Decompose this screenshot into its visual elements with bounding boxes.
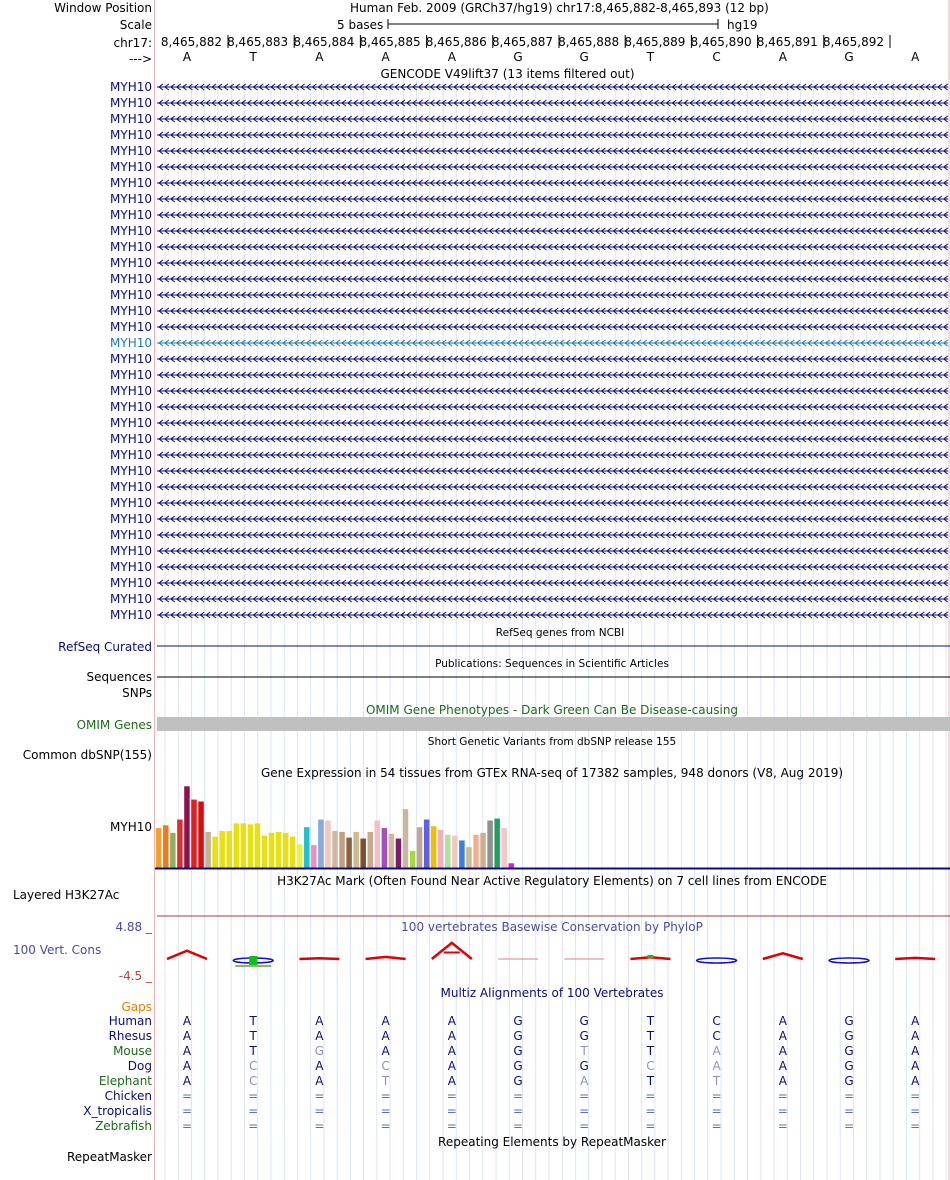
base-letter: A	[778, 50, 787, 64]
gtex-tissue-bar	[339, 832, 345, 868]
phylop-positive-mark	[299, 958, 339, 959]
alignment-base: A	[911, 1029, 920, 1043]
alignment-base: =	[843, 1089, 855, 1103]
species-label[interactable]: Human	[108, 1014, 152, 1028]
gtex-tissue-bar	[170, 833, 176, 868]
gencode-gene-line	[157, 212, 948, 218]
gtex-tissue-bar	[248, 824, 254, 868]
alignment-base: =	[579, 1104, 590, 1118]
gtex-tissue-bar	[234, 823, 240, 868]
gencode-gene-line	[157, 244, 948, 250]
alignment-base: C	[646, 1059, 655, 1073]
alignment-base: G	[513, 1044, 523, 1058]
alignment-base: T	[580, 1044, 588, 1058]
gencode-gene-label[interactable]: MYH10	[110, 224, 152, 238]
repeatmasker-title: Repeating Elements by RepeatMasker	[438, 1135, 666, 1149]
gencode-gene-label[interactable]: MYH10	[110, 304, 152, 318]
gencode-gene-label[interactable]: MYH10	[110, 464, 152, 478]
gtex-tissue-bar	[177, 820, 183, 868]
alignment-base: A	[182, 1074, 192, 1088]
alignment-base: A	[911, 1014, 920, 1028]
gencode-gene-label[interactable]: MYH10	[110, 240, 152, 254]
base-letter: A	[315, 50, 324, 64]
alignment-base: =	[181, 1089, 193, 1103]
alignment-base: =	[512, 1089, 524, 1103]
alignment-base: =	[711, 1104, 722, 1118]
assembly-label: hg19	[727, 18, 758, 32]
gencode-gene-line	[157, 276, 948, 282]
alignment-base: C	[249, 1074, 258, 1088]
gtex-tissue-bar	[205, 832, 211, 868]
alignment-base: =	[314, 1104, 325, 1118]
gencode-gene-line	[157, 340, 948, 346]
gtex-tissue-bar	[466, 847, 472, 868]
alignment-base: A	[315, 1074, 324, 1088]
alignment-base: =	[380, 1089, 391, 1103]
alignment-base: =	[910, 1089, 921, 1103]
species-label[interactable]: X_tropicalis	[83, 1104, 152, 1118]
species-label[interactable]: Rhesus	[108, 1029, 152, 1043]
gencode-gene-label[interactable]: MYH10	[110, 144, 152, 158]
alignment-base: =	[645, 1119, 656, 1133]
gtex-tissue-bar	[487, 821, 493, 869]
base-letter: A	[381, 50, 390, 64]
gencode-gene-label[interactable]: MYH10	[110, 512, 152, 526]
alignment-base: A	[381, 1029, 390, 1043]
gtex-tissue-bar	[396, 839, 402, 868]
alignment-base: A	[315, 1059, 324, 1073]
alignment-base: =	[512, 1104, 524, 1118]
gencode-gene-line	[157, 564, 948, 570]
alignment-base: T	[381, 1074, 390, 1088]
gtex-title: Gene Expression in 54 tissues from GTEx RNA-seq of 17382 samples, 948 donors (V8, Aug 2019)	[260, 766, 844, 780]
gencode-gene-line	[157, 164, 948, 170]
alignment-base: A	[778, 1059, 787, 1073]
tracks-canvas	[155, 0, 950, 1180]
gencode-gene-label[interactable]: MYH10	[110, 384, 152, 398]
alignment-base: C	[381, 1059, 390, 1073]
gencode-gene-line	[157, 148, 948, 154]
alignment-base: G	[844, 1044, 854, 1058]
gaps-label: Gaps	[121, 1000, 152, 1014]
alignment-base: =	[380, 1104, 391, 1118]
gtex-tissue-bar	[241, 823, 247, 868]
gencode-gene-line	[157, 292, 948, 298]
alignment-base: G	[579, 1059, 589, 1073]
gencode-gene-label[interactable]: MYH10	[110, 288, 152, 302]
alignment-base: =	[380, 1119, 391, 1133]
gencode-title: GENCODE V49lift37 (13 items filtered out)	[380, 67, 635, 81]
alignment-base: C	[249, 1059, 258, 1073]
alignment-base: =	[579, 1089, 590, 1103]
phylop-highlight-mark	[647, 955, 653, 958]
alignment-base: =	[645, 1089, 656, 1103]
alignment-base: =	[910, 1119, 921, 1133]
alignment-base: =	[248, 1104, 259, 1118]
gencode-gene-line	[157, 388, 948, 394]
coordinate-label: 8,465,884	[293, 35, 355, 49]
gtex-tissue-bar	[156, 828, 162, 868]
omim-genes-label[interactable]: OMIM Genes	[76, 718, 152, 732]
gtex-tissue-bar	[191, 800, 197, 868]
alignment-base: A	[712, 1059, 721, 1073]
alignment-base: =	[910, 1104, 921, 1118]
gencode-gene-label[interactable]: MYH10	[110, 176, 152, 190]
alignment-base: A	[381, 1014, 390, 1028]
gencode-gene-line	[157, 228, 948, 234]
gtex-tissue-bar	[325, 821, 331, 869]
coordinate-label: 8,465,890	[690, 35, 752, 49]
gencode-gene-label[interactable]: MYH10	[110, 112, 152, 126]
gtex-tissue-bar	[494, 819, 500, 868]
refseq-title: RefSeq genes from NCBI	[495, 627, 625, 639]
conservation-title: 100 vertebrates Basewise Conservation by PhyloP	[401, 920, 703, 934]
species-label[interactable]: Dog	[127, 1059, 152, 1073]
gencode-gene-label[interactable]: MYH10	[110, 576, 152, 590]
gencode-gene-label[interactable]: MYH10	[110, 96, 152, 110]
base-letter: T	[646, 50, 655, 64]
alignment-base: =	[314, 1119, 325, 1133]
refseq-curated-label[interactable]: RefSeq Curated	[58, 640, 152, 654]
alignment-base: T	[646, 1044, 655, 1058]
gencode-gene-label[interactable]: MYH10	[110, 592, 152, 606]
alignment-base: A	[381, 1044, 390, 1058]
gencode-gene-label[interactable]: MYH10	[110, 496, 152, 510]
gtex-tissue-bar	[375, 821, 381, 869]
gencode-gene-line	[157, 500, 948, 506]
alignment-base: A	[778, 1044, 787, 1058]
alignment-base: A	[911, 1044, 920, 1058]
gtex-tissue-bar	[473, 835, 479, 868]
gtex-tissue-bar	[389, 834, 395, 868]
gencode-gene-line	[157, 532, 948, 538]
conservation-plot	[167, 943, 935, 966]
base-letter: G	[844, 50, 854, 64]
gencode-gene-line	[157, 116, 948, 122]
gtex-tissue-bar	[410, 851, 416, 868]
base-letter: A	[447, 50, 456, 64]
gencode-gene-label[interactable]: MYH10	[110, 352, 152, 366]
gtex-tissue-bar	[318, 820, 324, 868]
alignment-base: =	[711, 1089, 722, 1103]
h3k27ac-title: H3K27Ac Mark (Often Found Near Active Regulatory Elements) on 7 cell lines from ENCODE	[277, 874, 827, 888]
gtex-tissue-bar	[353, 832, 359, 868]
phylop-negative-mark	[829, 958, 869, 963]
alignment-base: A	[712, 1044, 721, 1058]
gtex-tissue-bar	[269, 833, 275, 868]
gtex-tissue-bar	[304, 827, 310, 868]
coordinate-label: 8,465,891	[756, 35, 818, 49]
species-label[interactable]: Chicken	[104, 1089, 152, 1103]
alignment-base: G	[844, 1029, 854, 1043]
gtex-tissue-bar	[459, 840, 465, 868]
gtex-tissue-bar	[198, 802, 204, 869]
alignment-base: G	[844, 1074, 854, 1088]
alignment-base: A	[911, 1059, 920, 1073]
coordinate-label: 8,465,885	[359, 35, 421, 49]
gencode-gene-label[interactable]: MYH10	[110, 160, 152, 174]
gtex-tissue-bar	[276, 832, 282, 868]
publications-snps-label[interactable]: SNPs	[122, 686, 152, 700]
coordinate-label: 8,465,889	[624, 35, 686, 49]
strand-label: --->	[128, 52, 152, 66]
alignment-base: =	[314, 1089, 325, 1103]
conservation-track-label[interactable]: 100 Vert. Cons	[13, 943, 102, 957]
alignment-base: A	[182, 1044, 192, 1058]
alignment-base: G	[844, 1059, 854, 1073]
alignment-base: C	[712, 1014, 721, 1028]
gencode-gene-label[interactable]: MYH10	[110, 544, 152, 558]
phylop-positive-mark	[167, 951, 207, 959]
alignment-base: G	[513, 1029, 523, 1043]
base-letter: G	[579, 50, 589, 64]
gencode-gene-label[interactable]: MYH10	[110, 448, 152, 462]
position-title: Human Feb. 2009 (GRCh37/hg19) chr17:8,465,882-8,465,893 (12 bp)	[350, 1, 769, 15]
gtex-tissue-bar	[360, 839, 366, 868]
alignment-base: =	[843, 1119, 855, 1133]
gencode-gene-label[interactable]: MYH10	[110, 432, 152, 446]
alignment-base: A	[447, 1014, 456, 1028]
base-letter: G	[513, 50, 523, 64]
gencode-gene-line	[157, 84, 948, 90]
alignment-base: =	[446, 1119, 457, 1133]
alignment-base: A	[580, 1074, 589, 1088]
gtex-tissue-bar	[227, 831, 233, 868]
alignment-base: G	[513, 1059, 523, 1073]
species-label[interactable]: Mouse	[113, 1044, 152, 1058]
gencode-gene-label[interactable]: MYH10	[110, 336, 152, 350]
alignment-base: G	[579, 1014, 589, 1028]
coordinate-label: 8,465,883	[227, 35, 289, 49]
gtex-tissue-bar	[438, 830, 444, 868]
gencode-gene-label[interactable]: MYH10	[110, 480, 152, 494]
alignment-base: G	[579, 1029, 589, 1043]
species-label[interactable]: Zebrafish	[95, 1119, 152, 1133]
alignment-base: C	[712, 1029, 721, 1043]
alignment-base: A	[447, 1074, 456, 1088]
gencode-gene-line	[157, 132, 948, 138]
gencode-gene-line	[157, 404, 948, 410]
gencode-gene-label[interactable]: MYH10	[110, 416, 152, 430]
alignment-base: G	[314, 1044, 325, 1058]
alignment-base: =	[711, 1119, 722, 1133]
gencode-gene-line	[157, 436, 948, 442]
gtex-tissue-bar	[509, 863, 515, 868]
gencode-gene-label[interactable]: MYH10	[110, 400, 152, 414]
alignment-base: =	[248, 1089, 259, 1103]
alignment-base: A	[778, 1074, 787, 1088]
gtex-tissue-bar	[219, 831, 225, 868]
alignment-base: T	[646, 1029, 655, 1043]
gencode-gene-line	[157, 308, 948, 314]
gtex-gene-label[interactable]: MYH10	[110, 820, 152, 834]
conservation-ymin-label: -4.5 _	[118, 969, 152, 983]
gtex-tissue-bar	[212, 837, 218, 868]
gencode-gene-label[interactable]: MYH10	[110, 256, 152, 270]
gtex-tissue-bar	[368, 832, 374, 868]
base-letter: T	[249, 50, 257, 64]
coordinate-label: 8,465,888	[558, 35, 620, 49]
alignment-base: G	[513, 1014, 523, 1028]
alignment-base: A	[182, 1059, 192, 1073]
repeatmasker-label[interactable]: RepeatMasker	[66, 1150, 152, 1164]
gtex-tissue-bar	[332, 831, 338, 868]
coordinate-label: 8,465,882	[160, 35, 222, 49]
gencode-gene-label[interactable]: MYH10	[110, 320, 152, 334]
gtex-bars	[156, 786, 514, 868]
gencode-gene-line	[157, 484, 948, 490]
publications-title: Publications: Sequences in Scientific Articles	[435, 658, 669, 670]
gtex-tissue-bar	[431, 826, 437, 868]
gencode-gene-label[interactable]: MYH10	[110, 368, 152, 382]
alignment-base: A	[778, 1014, 787, 1028]
gencode-gene-line	[157, 548, 948, 554]
alignment-base: =	[843, 1104, 855, 1118]
gencode-gene-line	[157, 180, 948, 186]
alignment-base: T	[249, 1044, 257, 1058]
base-letter: A	[182, 50, 192, 64]
multiz-title: Multiz Alignments of 100 Vertebrates	[440, 986, 664, 1000]
alignment-base: A	[447, 1059, 456, 1073]
gtex-tissue-bar	[417, 827, 423, 868]
gencode-gene-label[interactable]: MYH10	[110, 128, 152, 142]
gencode-gene-label[interactable]: MYH10	[110, 208, 152, 222]
gtex-tissue-bar	[480, 833, 486, 868]
gtex-tissue-bar	[290, 837, 296, 868]
window-position-label: Window Position	[54, 1, 152, 15]
gencode-gene-label[interactable]: MYH10	[110, 192, 152, 206]
gtex-tissue-bar	[452, 836, 458, 868]
phylop-negative-mark	[697, 958, 737, 963]
chrom-label: chr17:	[113, 36, 152, 50]
alignment-base: A	[315, 1014, 324, 1028]
gtex-tissue-bar	[184, 786, 190, 868]
alignment-base: =	[579, 1119, 590, 1133]
alignment-base: T	[646, 1014, 655, 1028]
dbsnp-title: Short Genetic Variants from dbSNP release 155	[427, 736, 677, 748]
alignment-base: A	[315, 1029, 324, 1043]
gtex-tissue-bar	[424, 820, 430, 868]
base-letter: C	[712, 50, 721, 64]
gtex-tissue-bar	[403, 809, 409, 868]
gtex-tissue-bar	[346, 838, 352, 868]
coordinate-label: 8,465,887	[491, 35, 553, 49]
gencode-gene-line	[157, 324, 948, 330]
publications-sequences-label[interactable]: Sequences	[86, 670, 152, 684]
phylop-positive-mark	[763, 953, 803, 959]
alignment-base: T	[712, 1074, 721, 1088]
alignment-base: T	[646, 1074, 655, 1088]
gencode-gene-line	[157, 516, 948, 522]
gtex-tissue-bar	[283, 833, 289, 868]
gencode-gene-label[interactable]: MYH10	[110, 528, 152, 542]
alignment-base: A	[778, 1029, 787, 1043]
omim-title: OMIM Gene Phenotypes - Dark Green Can Be Disease-causing	[365, 703, 739, 717]
alignment-base: A	[182, 1029, 192, 1043]
gtex-tissue-bar	[445, 835, 451, 868]
gtex-tissue-bar	[255, 823, 261, 868]
alignment-base: A	[182, 1014, 192, 1028]
alignment-base: A	[447, 1044, 456, 1058]
gencode-gene-line	[157, 580, 948, 586]
gtex-tissue-bar	[501, 828, 507, 868]
alignment-base: =	[777, 1089, 788, 1103]
alignment-base: =	[181, 1104, 193, 1118]
alignment-base: =	[512, 1119, 524, 1133]
gencode-gene-line	[157, 420, 948, 426]
alignment-base: T	[249, 1029, 257, 1043]
gtex-tissue-bar	[262, 836, 268, 868]
phylop-positive-mark	[895, 958, 935, 959]
scale-label: Scale	[119, 18, 152, 32]
alignment-base: =	[777, 1119, 788, 1133]
alignment-base: =	[645, 1104, 656, 1118]
gtex-tissue-bar	[163, 825, 169, 868]
gencode-gene-label[interactable]: MYH10	[110, 80, 152, 94]
scale-text: 5 bases	[337, 18, 384, 32]
coordinate-label: 8,465,886	[425, 35, 487, 49]
species-label[interactable]: Elephant	[98, 1074, 152, 1088]
alignment-base: =	[446, 1089, 457, 1103]
phylop-positive-mark	[432, 943, 472, 959]
alignment-base: G	[513, 1074, 523, 1088]
phylop-highlight-mark	[249, 956, 257, 965]
gencode-gene-line	[157, 452, 948, 458]
alignment-base: T	[249, 1014, 257, 1028]
omim-bar	[157, 717, 950, 731]
gtex-tissue-bar	[382, 828, 388, 868]
track-labels-column	[0, 0, 155, 1180]
gtex-tissue-bar	[311, 845, 317, 868]
common-dbsnp-label[interactable]: Common dbSNP(155)	[22, 748, 152, 762]
gencode-gene-line	[157, 196, 948, 202]
alignment-base: =	[181, 1119, 193, 1133]
track-area[interactable]	[155, 0, 950, 1180]
alignment-base: A	[911, 1074, 920, 1088]
conservation-ymax-label: 4.88 _	[115, 920, 152, 934]
alignment-base: =	[248, 1119, 259, 1133]
gencode-gene-label[interactable]: MYH10	[110, 272, 152, 286]
gencode-gene-label[interactable]: MYH10	[110, 608, 152, 622]
alignment-base: =	[446, 1104, 457, 1118]
alignment-base: =	[777, 1104, 788, 1118]
gencode-gene-line	[157, 612, 948, 618]
layered-h3k27ac-label[interactable]: Layered H3K27Ac	[13, 888, 120, 902]
base-letter: A	[911, 50, 920, 64]
gtex-tissue-bar	[297, 844, 303, 868]
gencode-gene-line	[157, 596, 948, 602]
alignment-base: A	[447, 1029, 456, 1043]
gencode-gene-line	[157, 356, 948, 362]
gencode-gene-line	[157, 468, 948, 474]
gencode-gene-line	[157, 100, 948, 106]
gencode-gene-line	[157, 372, 948, 378]
gencode-gene-label[interactable]: MYH10	[110, 560, 152, 574]
alignment-base: G	[844, 1014, 854, 1028]
coordinate-label: 8,465,892	[822, 35, 884, 49]
gencode-gene-line	[157, 260, 948, 266]
phylop-positive-mark	[366, 957, 406, 959]
